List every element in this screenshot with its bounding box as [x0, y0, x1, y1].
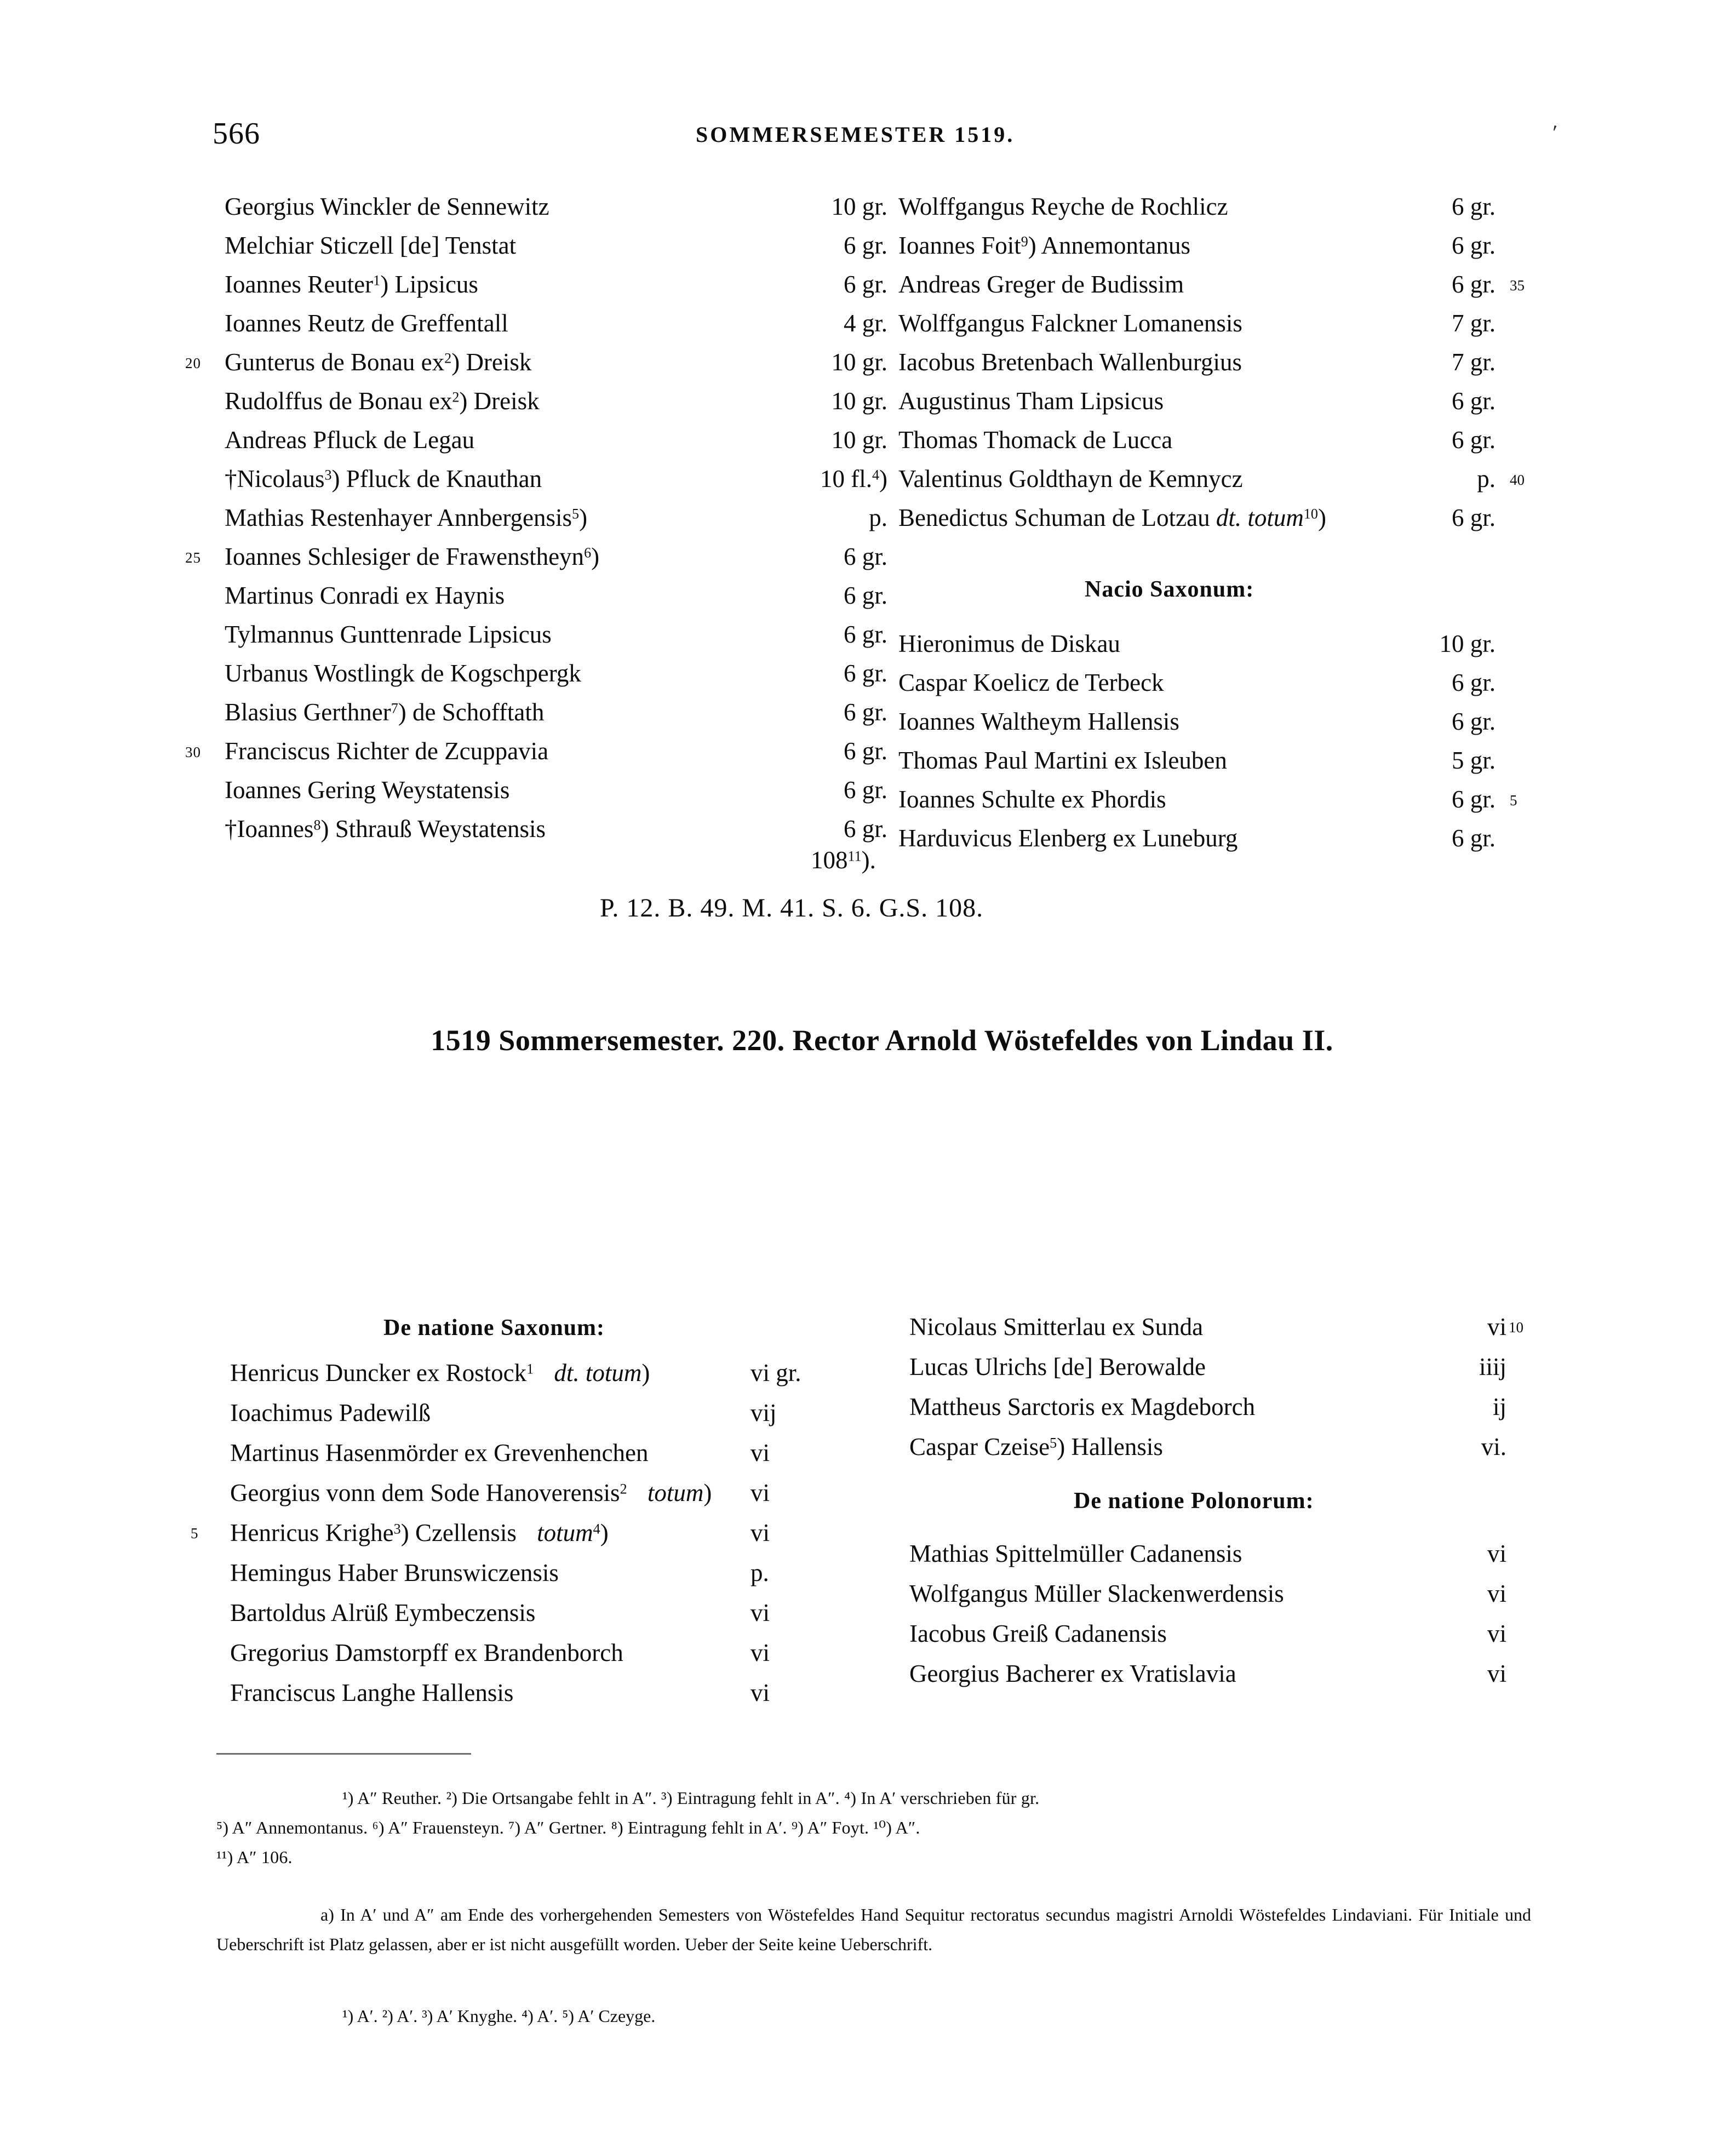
- register-entry: [230, 1633, 887, 1673]
- entry-amount: 7 gr.: [1451, 310, 1496, 337]
- entry-name: Caspar Czeise$^5$) Hallensis: [909, 1433, 1163, 1460]
- entry-name: Urbanus Wostlingk de Kogschpergk: [225, 660, 581, 687]
- register-entry: [898, 625, 1550, 663]
- lower-register-left-column: [191, 1353, 887, 1713]
- register-entry: [898, 226, 1550, 265]
- de-natione-polonorum-list: [909, 1534, 1556, 1694]
- register-entry: [225, 576, 887, 615]
- nacio-saxonum-list: [898, 625, 1550, 858]
- entry-amount: 7 gr.: [1451, 348, 1496, 376]
- footnote-line-2: ⁵) A″ Annemontanus. ⁶) A″ Frauensteyn. ⁷) A″ Gertner. ⁸) Eintragung fehlt in A′. ⁹) A″ Foyt. ¹⁰) A″.: [216, 1818, 920, 1837]
- entry-name: Martinus Hasenmörder ex Grevenhenchen: [230, 1439, 649, 1466]
- register-entry: [225, 187, 887, 226]
- entry-amount: 6 gr.: [843, 737, 887, 765]
- register-entry: [230, 1473, 887, 1513]
- running-head: [0, 116, 1736, 151]
- register-entry: [225, 421, 887, 460]
- entry-amount: 6 gr.: [1451, 504, 1496, 531]
- register-entry: [898, 265, 1550, 304]
- entry-name: Ioannes Gering Weystatensis: [225, 776, 510, 804]
- entry-name: Valentinus Goldthayn de Kemnycz: [898, 465, 1243, 492]
- register-entry: [898, 702, 1550, 741]
- entry-name: Andreas Greger de Budissim: [898, 271, 1184, 298]
- entry-name: Gunterus de Bonau $ex^2$) Dreisk: [225, 348, 532, 376]
- register-entry: [898, 187, 1550, 226]
- entry-amount: 4 gr.: [843, 310, 887, 337]
- entry-name: Ioannes Foit$^9$) Annemontanus: [898, 232, 1190, 259]
- entry-amount: 6 gr.: [1451, 387, 1496, 415]
- register-entry: [898, 819, 1550, 858]
- entry-name: Augustinus Tham Lipsicus: [898, 387, 1164, 415]
- register-entry: [225, 693, 887, 732]
- register-entry: [909, 1534, 1556, 1574]
- register-entry: [230, 1673, 887, 1713]
- margin-line-number: 5: [1510, 792, 1517, 809]
- footnote-line-final: ¹) A′. ²) A′. ³) A′ Knyghe. ⁴) A′. ⁵) A′ Czeyge.: [342, 2006, 656, 2026]
- footnote-paragraph-a: a) In A′ und A″ am Ende des vorhergehenden Semesters von Wöstefeldes Hand Sequitur rectoratus secundus magistri Arnoldi Wöstefeldes Lindaviani. Für Initiale und Ueberschrift ist Platz gelassen, aber er ist nicht ausgefüllt worden. Ueber der Seite keine Ueberschrift.: [216, 1905, 1531, 1954]
- entry-name: Ioannes Reutz de Greffentall: [225, 310, 508, 337]
- entry-amount: p.: [1477, 465, 1496, 492]
- line-number: 20: [185, 355, 201, 371]
- entry-amount: 10 fl.$^4$): [820, 465, 887, 492]
- lower-register-right-column: [909, 1307, 1556, 1467]
- register-entry: [898, 382, 1550, 421]
- line-number: 30: [185, 744, 201, 760]
- entry-amount: 6 gr.: [1451, 708, 1496, 735]
- line-number: 25: [185, 549, 201, 566]
- entry-amount: vij: [750, 1399, 777, 1427]
- entry-amount: 6 gr.: [1451, 786, 1496, 813]
- entry-amount: 6 gr.: [843, 660, 887, 687]
- entry-name: Georgius Bacherer ex Vratislavia: [909, 1660, 1236, 1687]
- entry-name: Iacobus Bretenbach Wallenburgius: [898, 348, 1242, 376]
- register-entry: [225, 460, 887, 499]
- footnote-line-3: ¹¹) A″ 106.: [216, 1847, 293, 1867]
- entry-name: Tylmannus Gunttenrade Lipsicus: [225, 621, 552, 648]
- register-entry: [225, 382, 887, 421]
- entry-name: Andreas Pfluck de Legau: [225, 426, 475, 454]
- summary-line: P. 12. B. 49. M. 41. S. 6. G.S. 108.: [600, 893, 984, 923]
- nacio-saxonum-total: $108^{11}$).: [811, 846, 876, 874]
- entry-amount: 6 gr.: [1451, 824, 1496, 852]
- entry-amount: 10 gr.: [831, 193, 887, 220]
- register-entry: [898, 663, 1550, 702]
- entry-name: Ioannes Waltheym Hallensis: [898, 708, 1179, 735]
- entry-name: Georgius vonn dem Sode Hanoverensis$^2$ totum): [230, 1479, 712, 1506]
- register-entry: [898, 741, 1550, 780]
- entry-amount: 6 gr.: [1451, 193, 1496, 220]
- register-entry: [225, 226, 887, 265]
- nacio-saxonum-heading: Nacio Saxonum:: [1085, 577, 1254, 602]
- entry-name: Benedictus Schuman de Lotzau dt. totum$^{10}$): [898, 504, 1326, 531]
- register-entry: [898, 460, 1550, 499]
- entry-amount: vi.: [1481, 1433, 1506, 1460]
- entry-name: Henricus Duncker ex Rostock$^1$ dt. totum): [230, 1359, 650, 1387]
- register-entry: [898, 343, 1550, 382]
- entry-name: Franciscus Richter de Zcuppavia: [225, 737, 549, 765]
- entry-amount: vi: [750, 1479, 770, 1506]
- entry-amount: 6 gr.: [1451, 426, 1496, 454]
- entry-name: Martinus Conradi ex Haynis: [225, 582, 505, 609]
- register-entry: [230, 1593, 887, 1633]
- footnote-line-1: ¹) A″ Reuther. ²) Die Ortsangabe fehlt in A″. ³) Eintragung fehlt in A″. ⁴) In A′ verschrieben für gr.: [342, 1788, 1040, 1808]
- entry-amount: 10 gr.: [831, 387, 887, 415]
- entry-amount: 5 gr.: [1451, 747, 1496, 774]
- register-entry: [225, 654, 887, 693]
- entry-amount: 6 gr.: [843, 698, 887, 726]
- entry-amount: 6 gr.: [1451, 669, 1496, 696]
- entry-name: Ioannes Reuter$^1$) Lipsicus: [225, 271, 478, 298]
- entry-name: Ioannes Schulte ex Phordis: [898, 786, 1166, 813]
- entry-name: Mattheus Sarctoris ex Magdeborch: [909, 1393, 1256, 1420]
- margin-line-number: 40: [1510, 472, 1525, 488]
- register-entry: [909, 1347, 1556, 1387]
- register-entry: [898, 421, 1550, 460]
- entry-name: Iacobus Greiß Cadanensis: [909, 1620, 1167, 1647]
- entry-amount: vi: [1487, 1660, 1506, 1687]
- register-entry: [898, 304, 1550, 343]
- entry-name: Franciscus Langhe Hallensis: [230, 1679, 514, 1706]
- entry-name: Mathias Spittelmüller Cadanensis: [909, 1540, 1242, 1567]
- entry-amount: 10 gr.: [1439, 630, 1496, 657]
- register-entry: [225, 810, 887, 849]
- margin-line-number: 35: [1510, 277, 1525, 294]
- de-natione-saxonum-heading: De natione Saxonum:: [383, 1315, 605, 1340]
- entry-name: Rudolffus de Bonau $ex^2$) Dreisk: [225, 387, 540, 415]
- entry-name: Caspar Koelicz de Terbeck: [898, 669, 1164, 696]
- de-natione-polonorum-heading: De natione Polonorum:: [1074, 1488, 1314, 1514]
- entry-name: Bartoldus Alrüß Eymbeczensis: [230, 1599, 536, 1626]
- register-entry: [909, 1614, 1556, 1654]
- entry-amount: vi gr.: [750, 1359, 801, 1387]
- register-entry: [185, 732, 887, 771]
- entry-name: Hieronimus de Diskau: [898, 630, 1120, 657]
- entry-name: Hemingus Haber Brunswiczensis: [230, 1559, 559, 1586]
- register-entry: [898, 780, 1550, 819]
- register-entry: [909, 1574, 1556, 1614]
- entry-name: †Ioannes$^8$) Sthrauß Weystatensis: [225, 815, 546, 843]
- entry-name: Wolfgangus Müller Slackenwerdensis: [909, 1580, 1284, 1607]
- section-heading: 1519 Sommersemester. 220. Rector Arnold Wöstefeldes von Lindau II.: [431, 1024, 1333, 1057]
- register-entry: [191, 1513, 887, 1553]
- entry-amount: vi: [1487, 1313, 1506, 1340]
- entry-amount: p.: [750, 1559, 769, 1586]
- entry-amount: p.: [869, 504, 887, 531]
- folio-number: 566: [213, 117, 260, 151]
- register-entry: [225, 615, 887, 654]
- entry-amount: 10 gr.: [831, 348, 887, 376]
- entry-amount: vi: [1487, 1580, 1506, 1607]
- register-entry: [230, 1393, 887, 1433]
- entry-name: Thomas Thomack de Lucca: [898, 426, 1173, 454]
- register-entry: [898, 499, 1550, 537]
- margin-line-number: 10: [1509, 1319, 1523, 1336]
- register-entry: [225, 499, 887, 537]
- register-entry: [909, 1654, 1556, 1694]
- entry-amount: vi: [750, 1639, 770, 1666]
- top-register-left-column: [185, 187, 887, 849]
- register-entry: [225, 304, 887, 343]
- entry-name: Georgius Winckler de Sennewitz: [225, 193, 549, 220]
- entry-amount: vi: [750, 1519, 770, 1546]
- entry-name: Nicolaus Smitterlau ex Sunda: [909, 1313, 1204, 1340]
- register-entry: [909, 1307, 1556, 1347]
- entry-amount: ij: [1492, 1393, 1506, 1420]
- entry-name: Ioannes Schlesiger de Frawenstheyn$^6$): [225, 543, 600, 570]
- entry-amount: 6 gr.: [843, 621, 887, 648]
- entry-amount: vi: [1487, 1540, 1506, 1567]
- register-entry: [230, 1553, 887, 1593]
- register-entry: [185, 537, 887, 576]
- entry-amount: vi: [750, 1679, 770, 1706]
- entry-name: Henricus Krighe$^3$) Czellensis totum$^4$): [230, 1519, 609, 1546]
- line-number: 5: [191, 1525, 199, 1542]
- entry-amount: 6 gr.: [1451, 232, 1496, 259]
- running-title: SOMMERSEMESTER 1519.: [696, 122, 1015, 147]
- entry-name: Ioachimus Padewilß: [230, 1399, 431, 1427]
- entry-amount: iiij: [1479, 1353, 1506, 1380]
- top-register-right-column: [898, 187, 1550, 537]
- entry-amount: 10 gr.: [831, 426, 887, 454]
- entry-name: Lucas Ulrichs [de] Berowalde: [909, 1353, 1206, 1380]
- register-entry: [230, 1433, 887, 1473]
- entry-name: Wolffgangus Reyche de Rochlicz: [898, 193, 1228, 220]
- entry-name: Gregorius Damstorpff ex Brandenborch: [230, 1639, 623, 1666]
- register-entry: [225, 265, 887, 304]
- entry-amount: vi: [750, 1439, 770, 1466]
- entry-name: Blasius Gerthner$^7$) de Schofftath: [225, 698, 545, 726]
- entry-name: †Nicolaus$^3$) Pfluck de Knauthan: [225, 465, 542, 492]
- entry-amount: vi: [750, 1599, 770, 1626]
- entry-name: Mathias Restenhayer Annbergensis$^5$): [225, 504, 588, 531]
- register-entry: [909, 1427, 1556, 1467]
- entry-amount: 6 gr.: [843, 582, 887, 609]
- register-entry: [185, 343, 887, 382]
- footnote-rule: [216, 1753, 471, 1755]
- entry-amount: 6 gr.: [843, 271, 887, 298]
- stray-mark-icon: ': [1548, 119, 1559, 145]
- entry-amount: 6 gr.: [843, 232, 887, 259]
- entry-name: Wolffgangus Falckner Lomanensis: [898, 310, 1242, 337]
- entry-name: Harduvicus Elenberg ex Luneburg: [898, 824, 1238, 852]
- register-entry: [230, 1353, 887, 1393]
- entry-name: Melchiar Sticzell [de] Tenstat: [225, 232, 517, 259]
- entry-amount: 6 gr.: [1451, 271, 1496, 298]
- register-entry: [225, 771, 887, 810]
- entry-amount: 6 gr.: [843, 815, 887, 843]
- entry-amount: 6 gr.: [843, 543, 887, 570]
- register-entry: [909, 1387, 1556, 1427]
- entry-amount: 6 gr.: [843, 776, 887, 804]
- entry-name: Thomas Paul Martini ex Isleuben: [898, 747, 1227, 774]
- entry-amount: vi: [1487, 1620, 1506, 1647]
